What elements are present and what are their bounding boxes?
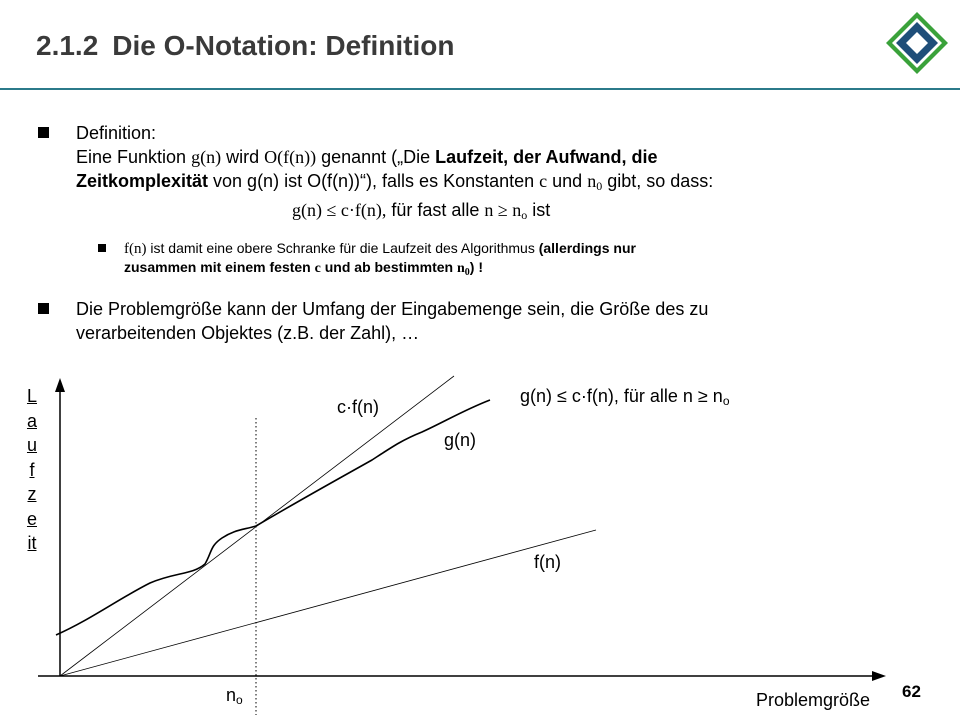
x-axis-arrow bbox=[872, 671, 886, 681]
cf-label: c·f(n) bbox=[337, 397, 379, 417]
problem-size-paragraph: Die Problemgröße kann der Umfang der Eingabemenge sein, die Größe des zu verarbeitenden Objektes (z.B. der Zahl), … bbox=[76, 299, 709, 343]
definition-line-3: Zeitkomplexität von g(n) ist O(f(n))“), falls es Konstanten c und $n_0$ gibt, so dass: bbox=[76, 171, 714, 193]
n0-label: $n_o$ bbox=[226, 685, 243, 707]
inequality-statement: g(n) ≤ c·f(n), für alle $n \ge n_o$ bbox=[520, 386, 730, 408]
upper-bound-paragraph: f(n) ist damit eine obere Schranke für die Laufzeit des Algorithmus (allerdings nur zusammen mit einem festen c und ab bestimmten $n_0$) ! bbox=[124, 240, 636, 278]
definition-line-2: Eine Funktion g(n) wird O(f(n)) genannt („Die Laufzeit, der Aufwand, die bbox=[76, 147, 658, 167]
x-axis-label: Problemgröße bbox=[756, 690, 871, 710]
page-number: 62 bbox=[902, 682, 921, 701]
y-axis-arrow bbox=[55, 378, 65, 392]
y-axis-label: Laufzeit bbox=[26, 386, 37, 553]
g-label: g(n) bbox=[444, 430, 477, 450]
f-line bbox=[60, 530, 596, 676]
definition-head: Definition: bbox=[76, 123, 157, 143]
section-number: 2.1.2 bbox=[36, 30, 99, 61]
title-text: Die O-Notation: Definition bbox=[112, 30, 455, 61]
f-label: f(n) bbox=[534, 552, 561, 572]
definition-formula: g(n) ≤ c·f(n), für fast alle $n \ge n_o$ ist bbox=[292, 200, 551, 222]
g-curve bbox=[56, 400, 490, 635]
